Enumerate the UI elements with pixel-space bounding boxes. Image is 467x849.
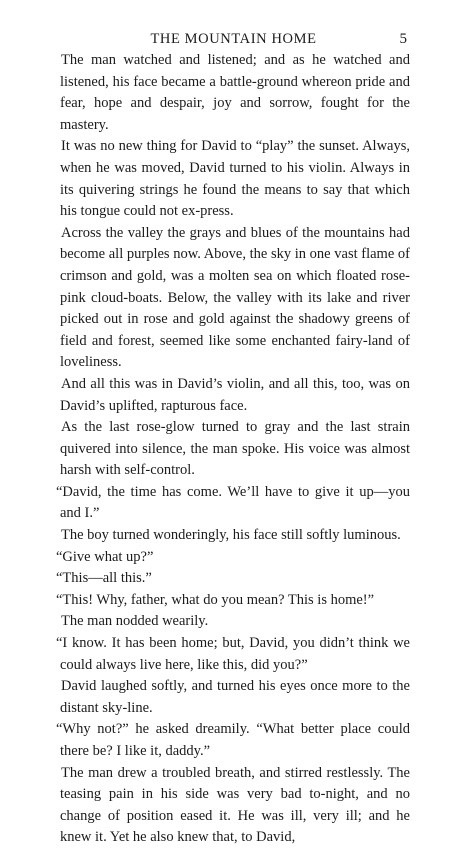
- running-header: [60, 28, 407, 50]
- body-text: [56, 50, 410, 849]
- page-number: 5: [399, 31, 407, 47]
- paragraph: It was no new thing for David to “play” the sunset. Always, when he was moved, David turned to his violin. Always in its quivering strings he found the means to say that which his tongue could not ex-press.: [60, 138, 410, 220]
- running-title: THE MOUNTAIN HOME: [150, 31, 317, 47]
- paragraph: The boy turned wonderingly, his face still softly luminous.: [61, 527, 401, 544]
- paragraph: And all this was in David’s violin, and all this, too, was on David’s uplifted, rapturous face.: [60, 375, 410, 414]
- paragraph: The man drew a troubled breath, and stirred restlessly. The teasing pain in his side was very bad to-night, and no change of position eased it. He was ill, very ill; and he knew it. Yet he also knew that, to David,: [60, 764, 410, 846]
- paragraph: “I know. It has been home; but, David, you didn’t think we could always live here, like this, did you?”: [56, 635, 410, 673]
- paragraph: The man nodded wearily.: [61, 613, 209, 630]
- paragraph: As the last rose-glow turned to gray and the last strain quivered into silence, the man spoke. His voice was almost harsh with self-control.: [60, 419, 410, 479]
- paragraph: “Give what up?”: [56, 548, 154, 565]
- paragraph: “This—all this.”: [56, 570, 152, 587]
- paragraph: “Why not?” he asked dreamily. “What better place could there be? I like it, daddy.”: [56, 721, 410, 759]
- paragraph: The man watched and listened; and as he watched and listened, his face became a battle-ground whereon pride and fear, hope and despair, joy and sorrow, fought for the mastery.: [60, 52, 410, 133]
- paragraph: “David, the time has come. We’ll have to give it up—you and I.”: [56, 483, 410, 522]
- paragraph: “This! Why, father, what do you mean? This is home!”: [56, 591, 375, 608]
- paragraph: David laughed softly, and turned his eyes once more to the distant sky-line.: [60, 678, 410, 716]
- paragraph: Across the valley the grays and blues of the mountains had become all purples now. Above, the sky in one vast flame of crimson and gold, was a molten sea on which floated rose-pink cloud-boats. Below, the valley with its lake and river picked out in rose and gold against the shadowy greens of field and forest, seemed like some enchanted fairy-land of loveliness.: [60, 224, 410, 371]
